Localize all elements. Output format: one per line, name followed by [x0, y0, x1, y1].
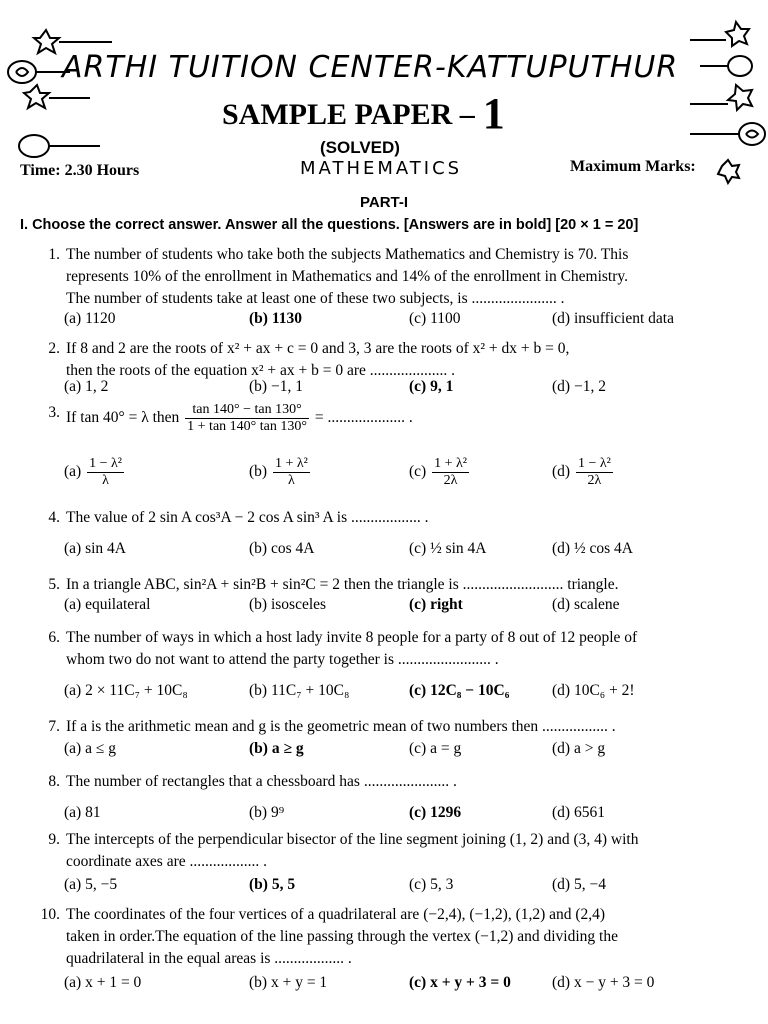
star-icon-5	[718, 160, 739, 183]
question-7	[38, 716, 748, 738]
paper-number: 1	[482, 89, 505, 138]
options-row	[64, 310, 754, 334]
part-heading: PART-I	[359, 194, 409, 211]
question-lead: If tan 40° = λ then	[66, 409, 184, 427]
option-a: (a) 1, 2	[64, 378, 109, 395]
circle-doodle	[8, 61, 36, 83]
question-fraction: $\frac{\tan 140^\circ - \tan 130^\circ}{1 + \tan 140^\circ \tan 130^\circ}$	[187, 402, 307, 434]
option-b: (b) 11C₇ + 10C₈	[249, 682, 350, 699]
question-line: The number of students take at least one of these two subjects, is ...................... .	[66, 290, 565, 307]
option-c: (c) 5, 3	[409, 876, 454, 893]
question-number: 4.	[48, 509, 60, 526]
time-label: Time: 2.30 Hours	[20, 162, 140, 179]
question-8	[38, 771, 748, 793]
circle-doodle-3	[728, 56, 752, 76]
option-b: (b) 1130	[249, 310, 302, 327]
question-2	[38, 338, 748, 382]
question-text	[66, 904, 748, 970]
question-line: whom two do not want to attend the party together is ........................ .	[66, 651, 499, 668]
option-d: (d) x − y + 3 = 0	[552, 974, 655, 991]
option-d: (d) ½ cos 4A	[552, 540, 633, 557]
question-line: then the roots of the equation x² + ax + b = 0 are .................... .	[66, 362, 456, 379]
option-c: (c) 1100	[409, 310, 461, 327]
question-line: represents 10% of the enrollment in Mathematics and 14% of the enrollment in Chemistry.	[66, 268, 629, 285]
option-a: (a) sin 4A	[64, 540, 126, 557]
question-text	[66, 244, 748, 310]
question-tail: = .................... .	[310, 409, 413, 427]
paper-label: SAMPLE PAPER –	[222, 98, 475, 131]
question-line: The coordinates of the four vertices of a quadrilateral are (−2,4), (−1,2), (1,2) and (2,4)	[66, 906, 606, 923]
options-row	[64, 682, 754, 706]
option-c: (c) $\frac{\text{1 + λ²}}{2\lambda}$	[409, 456, 467, 488]
option-b: (b) $\frac{\text{1 + λ²}}{\lambda}$	[249, 456, 308, 488]
question-line: The intercepts of the perpendicular bisector of the line segment joining (1, 2) and (3, 4) with	[66, 831, 639, 848]
question-9	[38, 829, 748, 873]
question-text	[66, 507, 748, 529]
question-10	[38, 904, 748, 970]
question-line: coordinate axes are .................. .	[66, 853, 268, 870]
option-a: (a) $\frac{\text{1 − λ²}}{\lambda}$	[64, 456, 122, 488]
option-c: (c) 9, 1	[409, 378, 454, 395]
star-icon-3	[726, 22, 749, 46]
question-number: 10.	[40, 906, 60, 923]
options-row	[64, 596, 754, 620]
option-c: (c) 12C₈ − 10C₆	[409, 682, 510, 699]
question-line: In a triangle ABC, sin²A + sin²B + sin²C = 2 then the triangle is .......................... triangle.	[66, 576, 619, 593]
question-number: 8.	[48, 773, 60, 790]
option-c: (c) right	[409, 596, 463, 613]
option-d: (d) scalene	[552, 596, 620, 613]
options-row	[64, 378, 754, 402]
circle-doodle-2	[19, 135, 49, 157]
question-number: 5.	[48, 576, 60, 593]
options-row	[64, 804, 754, 828]
question-text	[66, 829, 748, 873]
star-icon-4	[728, 85, 752, 110]
question-text	[66, 771, 748, 793]
option-a: (a) 1120	[64, 310, 116, 327]
options-row	[64, 974, 754, 998]
question-text	[66, 402, 748, 435]
paper-title	[222, 88, 505, 139]
option-d: (d) $\frac{\text{1 − λ²}}{2\lambda}$	[552, 456, 611, 488]
option-a: (a) a ≤ g	[64, 740, 116, 757]
question-number: 2.	[48, 340, 60, 357]
option-a: (a) x + 1 = 0	[64, 974, 142, 991]
question-number: 6.	[48, 629, 60, 646]
option-d: (d) a > g	[552, 740, 606, 757]
option-a: (a) 2 × 11C₇ + 10C₈	[64, 682, 188, 699]
option-b: (b) x + y = 1	[249, 974, 328, 991]
option-c: (c) 1296	[409, 804, 462, 821]
question-text	[66, 338, 748, 382]
option-b: (b) isosceles	[249, 596, 327, 613]
option-d: (d) 6561	[552, 804, 605, 821]
option-b: (b) −1, 1	[249, 378, 303, 395]
star-icon-2	[24, 85, 49, 108]
question-number: 1.	[48, 246, 60, 263]
institute-title: ARTHI TUITION CENTER-KATTUPUTHUR	[62, 50, 679, 85]
question-4	[38, 507, 748, 529]
question-5	[38, 574, 748, 596]
solved-label: (SOLVED)	[320, 138, 400, 157]
option-d: (d) 5, −4	[552, 876, 606, 893]
option-b: (b) 9⁹	[249, 804, 285, 821]
option-c: (c) ½ sin 4A	[409, 540, 487, 557]
option-b: (b) cos 4A	[249, 540, 315, 557]
option-c: (c) x + y + 3 = 0	[409, 974, 511, 991]
question-line: The number of rectangles that a chessboard has ...................... .	[66, 773, 457, 790]
max-marks-label: Maximum Marks:	[570, 158, 696, 175]
subject-label: MATHEMATICS	[300, 158, 463, 179]
question-text	[66, 627, 748, 671]
question-line: If 8 and 2 are the roots of x² + ax + c = 0 and 3, 3 are the roots of x² + dx + b = 0,	[66, 340, 570, 357]
question-line: The number of ways in which a host lady invite 8 people for a party of 8 out of 12 people of	[66, 629, 638, 646]
options-row	[64, 740, 754, 764]
question-text	[66, 716, 748, 738]
options-row	[64, 876, 754, 900]
star-icon	[34, 30, 59, 53]
question-line: The value of 2 sin A cos³A − 2 cos A sin³ A is .................. .	[66, 509, 429, 526]
option-a: (a) equilateral	[64, 596, 151, 613]
question-3	[38, 402, 748, 435]
circle-doodle-4	[739, 123, 765, 145]
question-number: 3.	[48, 404, 60, 421]
question-number: 7.	[48, 718, 60, 735]
question-line: taken in order.The equation of the line passing through the vertex (−1,2) and dividing the	[66, 928, 618, 945]
question-text	[66, 574, 748, 596]
option-c: (c) a = g	[409, 740, 462, 757]
option-d: (d) 10C₆ + 2!	[552, 682, 635, 699]
question-6	[38, 627, 748, 671]
option-a: (a) 81	[64, 804, 101, 821]
option-a: (a) 5, −5	[64, 876, 118, 893]
options-row	[64, 540, 754, 564]
option-d: (d) insufficient data	[552, 310, 674, 327]
question-line: If a is the arithmetic mean and g is the geometric mean of two numbers then ................. .	[66, 718, 616, 735]
option-b: (b) 5, 5	[249, 876, 296, 893]
options-row	[64, 456, 754, 488]
question-line: The number of students who take both the subjects Mathematics and Chemistry is 70. This	[66, 246, 629, 263]
question-1	[38, 244, 748, 310]
question-number: 9.	[48, 831, 60, 848]
option-b: (b) a ≥ g	[249, 740, 304, 757]
instructions: I. Choose the correct answer. Answer all the questions. [Answers are in bold] [20 × 1 = 20]	[20, 217, 639, 233]
option-d: (d) −1, 2	[552, 378, 606, 395]
question-line: quadrilateral in the equal areas is .................. .	[66, 950, 352, 967]
